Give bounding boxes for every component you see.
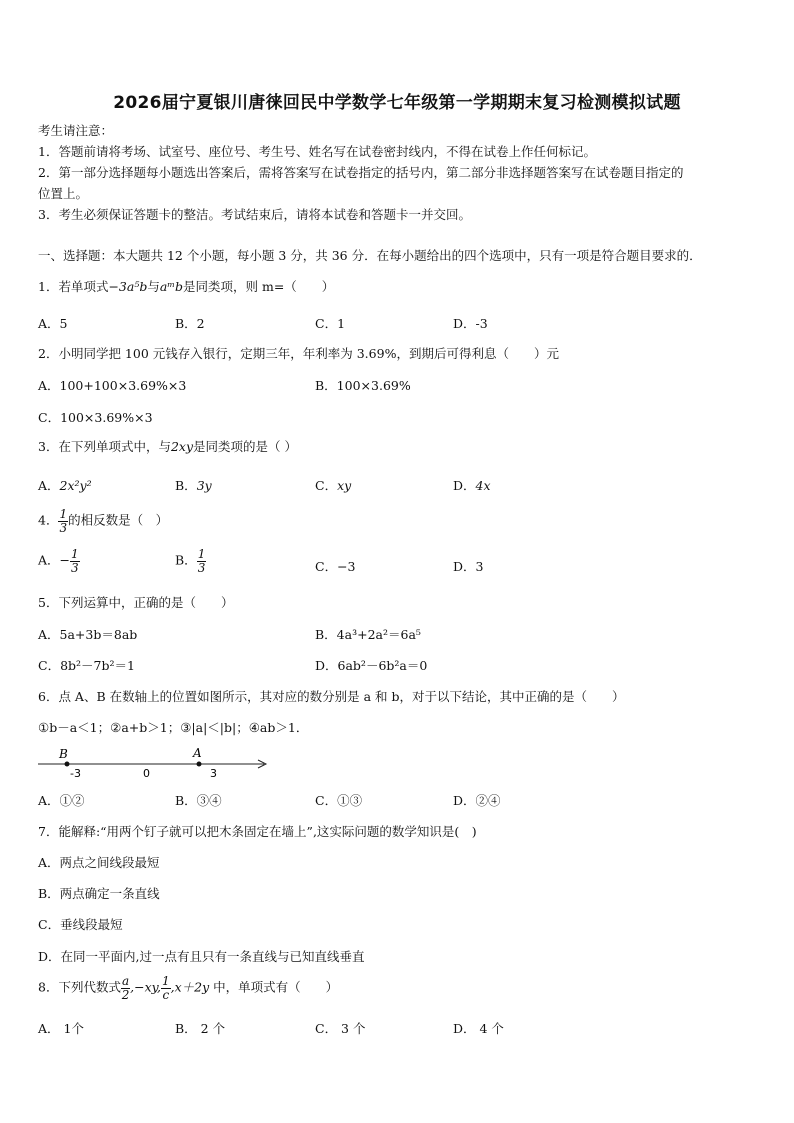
q5-option-c[interactable]: C．8b²－7b²＝1 bbox=[38, 658, 135, 673]
q7-option-c[interactable]: C．垂线段最短 bbox=[38, 917, 123, 932]
q3-option-b[interactable]: B．3y bbox=[175, 478, 212, 493]
q1-option-c[interactable]: C．1 bbox=[315, 316, 346, 331]
q6-option-b[interactable]: B．③④ bbox=[175, 793, 222, 808]
q3-option-a[interactable]: A．2x²y² bbox=[38, 478, 92, 493]
q3-option-d[interactable]: D．4x bbox=[453, 478, 491, 493]
q4-option-c[interactable]: C．−3 bbox=[315, 559, 356, 574]
q3-option-c[interactable]: C．xy bbox=[315, 478, 352, 493]
question-3-stem: 3．在下列单项式中，与2xy是同类项的是（ ） bbox=[38, 439, 298, 454]
q1-option-b[interactable]: B．2 bbox=[175, 316, 205, 331]
q1-option-d[interactable]: D．-3 bbox=[453, 316, 488, 331]
point-b bbox=[65, 762, 70, 767]
question-5-stem: 5．下列运算中，正确的是（ ） bbox=[38, 595, 234, 610]
question-6-conclusions: ①b－a＜1；②a+b＞1；③|a|＜|b|；④ab＞1． bbox=[38, 720, 309, 735]
number-line bbox=[36, 745, 272, 779]
q2-option-c[interactable]: C．100×3.69%×3 bbox=[38, 410, 153, 425]
question-6-stem: 6．点 A、B 在数轴上的位置如图所示，其对应的数分别是 a 和 b，对于以下结论，其中正确的是（ ） bbox=[38, 689, 625, 704]
q3-expr: 2xy bbox=[170, 439, 194, 454]
q7-option-d[interactable]: D．在同一平面内,过一点有且只有一条直线与已知直线垂直 bbox=[38, 949, 365, 964]
question-8-stem: 8．下列代数式 $\frac{a}{2}$ ,−xy, $\frac{1}{c}$ ,x＋2y 中，单项式有（ ） bbox=[38, 974, 339, 1002]
tick-label: -3 bbox=[70, 767, 81, 779]
point-a-label: A bbox=[193, 746, 202, 760]
notice-item: 3．考生必须保证答题卡的整洁。考试结束后，请将本试卷和答题卡一并交回。 bbox=[38, 207, 471, 222]
q4-fraction: $\frac{1}{3}$ bbox=[59, 507, 68, 535]
q5-option-a[interactable]: A．5a+3b＝8ab bbox=[38, 627, 138, 642]
q2-option-a[interactable]: A．100+100×3.69%×3 bbox=[38, 378, 187, 393]
q2-option-b[interactable]: B．100×3.69% bbox=[315, 378, 411, 393]
q8-option-b[interactable]: B． 2 个 bbox=[175, 1021, 226, 1036]
q8-fraction-2: $\frac{1}{c}$ bbox=[162, 974, 170, 1002]
q6-option-a[interactable]: A．①② bbox=[38, 793, 85, 808]
q5-option-d[interactable]: D．6ab²－6b²a＝0 bbox=[315, 658, 428, 673]
page-title: 2026届宁夏银川唐徕回民中学数学七年级第一学期期末复习检测模拟试题 bbox=[113, 93, 681, 113]
tick-label: 3 bbox=[210, 767, 217, 779]
q7-option-b[interactable]: B．两点确定一条直线 bbox=[38, 886, 160, 901]
q1-expr-1: −3a⁵b bbox=[108, 279, 148, 294]
q5-option-b[interactable]: B．4a³+2a²＝6a⁵ bbox=[315, 627, 421, 642]
question-7-stem: 7．能解释:“用两个钉子就可以把木条固定在墙上”,这实际问题的数学知识是( ) bbox=[38, 824, 477, 839]
q6-option-c[interactable]: C．①③ bbox=[315, 793, 363, 808]
q8-option-c[interactable]: C． 3 个 bbox=[315, 1021, 366, 1036]
q8-fraction-1: $\frac{a}{2}$ bbox=[121, 974, 130, 1002]
q6-option-d[interactable]: D．②④ bbox=[453, 793, 501, 808]
q1-expr-2: aᵐb bbox=[159, 279, 183, 294]
point-a bbox=[197, 762, 202, 767]
q4-option-d[interactable]: D．3 bbox=[453, 559, 484, 574]
notice-item: 2．第一部分选择题每小题选出答案后，需将答案写在试卷指定的括号内，第二部分非选择题答案写在试卷题目指定的 bbox=[38, 165, 684, 180]
q7-option-a[interactable]: A．两点之间线段最短 bbox=[38, 855, 160, 870]
question-2-stem: 2．小明同学把 100 元钱存入银行，定期三年，年利率为 3.69%，到期后可得利息（ ）元 bbox=[38, 346, 559, 361]
notice-item: 位置上。 bbox=[38, 186, 89, 201]
q4-option-a[interactable]: A．− $\frac{1}{3}$ bbox=[38, 547, 79, 575]
q1-option-a[interactable]: A．5 bbox=[38, 316, 68, 331]
question-1-stem: 1．若单项式−3a⁵b与aᵐb是同类项，则 m=（ ） bbox=[38, 279, 335, 294]
notice-heading: 考生请注意： bbox=[38, 123, 114, 138]
tick-label: 0 bbox=[143, 767, 150, 779]
notice-item: 1．答题前请将考场、试室号、座位号、考生号、姓名写在试卷密封线内，不得在试卷上作任何标记。 bbox=[38, 144, 596, 159]
section-heading: 一、选择题：本大题共 12 个小题，每小题 3 分，共 36 分．在每小题给出的四个选项中，只有一项是符合题目要求的． bbox=[38, 248, 702, 263]
q4-option-b[interactable]: B． $\frac{1}{3}$ bbox=[175, 547, 206, 575]
q8-option-d[interactable]: D． 4 个 bbox=[453, 1021, 504, 1036]
point-b-label: B bbox=[59, 747, 68, 761]
question-4-stem: 4． $\frac{1}{3}$ 的相反数是（ ） bbox=[38, 507, 169, 535]
q8-option-a[interactable]: A． 1个 bbox=[38, 1021, 84, 1036]
